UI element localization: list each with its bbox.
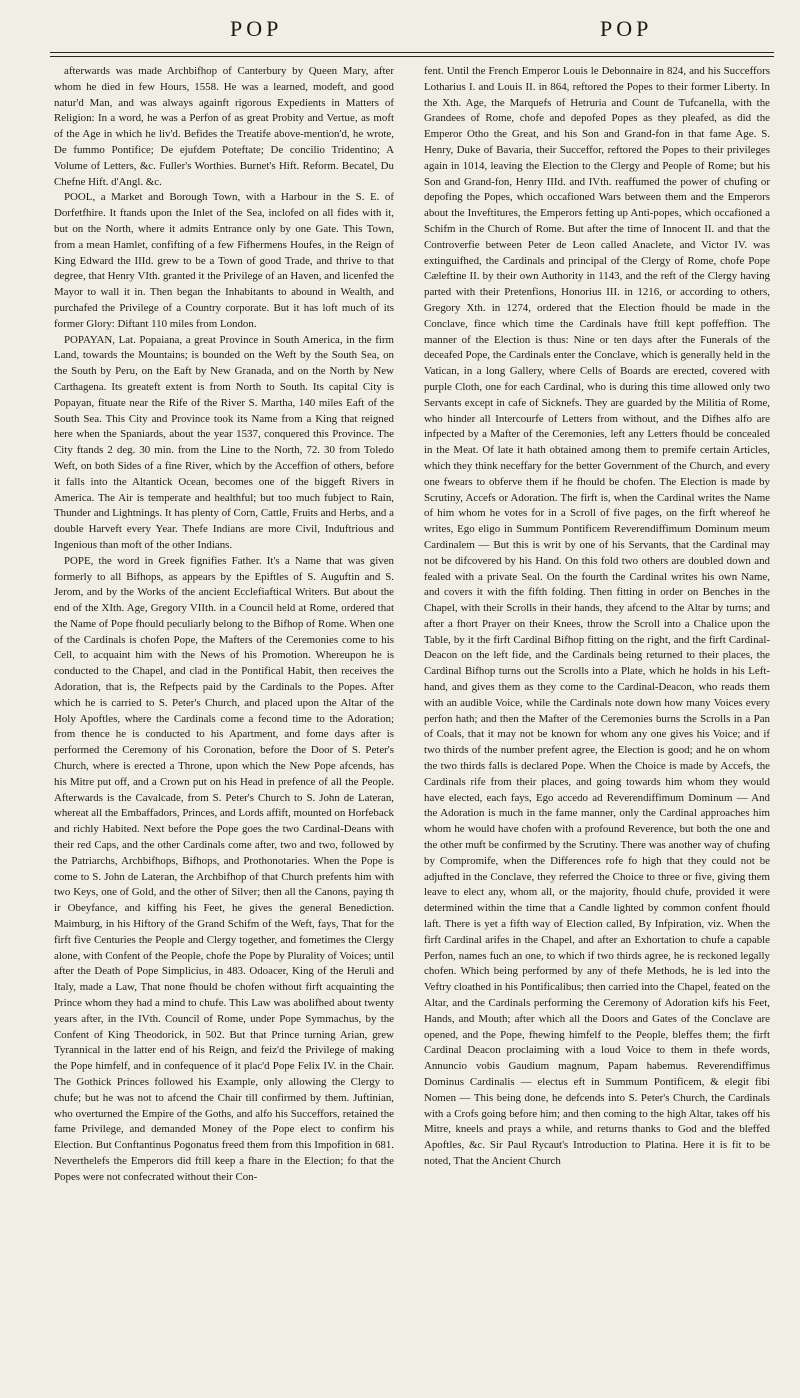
running-head	[0, 0, 800, 60]
entry-pool: POOL, a Market and Borough Town, with a Harbour in the S. E. of Dorfetfhire. It ftands upon the Inlet of the Sea, inclofed on all fides with it, but on the North, where it admits Entrance only by one Gate. This Town, from a mean Hamlet, confifting of a few Fifhermens Houfes, in the Reign of King Edward the IIId. grew to be a Town of good Trade, and thrive to that degree, that Henry VIth. granted it the Privilege of an Haven, and licenfed the Mayor to wall it in. Then began the Inhabitants to abound in Wealth, and purchafed the Privilege of a Country corporate. But it has loft much of its former Glory: Diftant 110 miles from London.	[54, 191, 394, 330]
entry-pope: POPE, the word in Greek fignifies Father. It's a Name that was given formerly to all Bifhops, as appears by the Epiftles of S. Auguftin and S. Jerom, and by the Works of the ancient Ecclefiaftical Writers. But about the end of the XIth. Age, Gregory VIIth. in a Council held at Rome, ordered that the Name of Pope fhould peculiarly belong to the Bifhop of Rome. When one of the Cardinals is chofen Pope, the Mafters of the Ceremonies come to his Cell, to acquaint him with the News of his Promotion. Whereupon he is conducted to the Chapel, and clad in the Pontifical Habit, then receives the Adoration, that is, the Refpects paid by the Cardinals to the Popes. After which he is carried to S. Peter's Church, and placed upon the Altar of the Holy Apoftles, where the Cardinals come a fecond time to the Adoration; from thence he is conducted to his Apartment, and fome days after is performed the Ceremony of his Coronation, before the Door of S. Peter's Church, where is erected a Throne, upon which the New Pope afcends, has his Mitre put off, and a Crown put on his Head in prefence of all the People. Afterwards is the Cavalcade, from S. Peter's Church to S. John de Lateran, whereat all the Embaffadors, Princes, and Lords affift, mounted on Horfeback and richly Habited. Next before the Pope goes the two Cardinal-Deans with their red Caps, and the other Cardinals come after, two and two, followed by the Patriarchs, Archbifhops, Bifhops, and Prothonotaries. When the Pope is come to S. John de Lateran, the Archbifhop of that Church prefents him with two Keys, one of Gold, and the other of Silver; then all the Canons, paying th ir Obeyfance, and kiffing his Feet, he gives the general Benediction. Maimburg, in his Hiftory of the Grand Schifm of the Weft, fays, That for the firft five Centuries the People and Clergy together, and fometimes the Clergy alone, with Confent of the People, chofe the Pope by Plurality of Voices; until after the Death of Pope Simplicius, in 483. Odoacer, King of the Heruli and Italy, made a Law, That none fhould be chofen without firft acquainting the Prince whom they had a mind to chufe. This Law was abolifhed about twenty years after, in the IVth. Council of Rome, under Pope Symmachus, by the Confent of King Theodorick, in 502. But that Prince turning Arian, grew Tyrannical in the latter end of his Reign, and feiz'd the Privilege of making the Pope himfelf, and in confequence of it plac'd Pope Felix IV. in the Chair. The Gothick Princes followed his Example, only allowing the Clergy to chufe; but he was not to afcend the Chair till confirmed by them. Juftinian, who overturned the Empire of the Goths, and alfo his Succeffors, retained the fame Privilege, and demanded Money of the Pope elect to confirm his Election. But Conftantinus Pogonatus freed them from this Impofition in 681. Neverthelefs the Emperors did ftill keep a fhare in the Election; fo that the Popes were not confecrated without their Con-	[54, 554, 394, 1183]
running-head-right: POP	[600, 16, 653, 41]
entry-popayan: POPAYAN, Lat. Popaiana, a great Province in South America, in the firm Land, towards the Mountains; is bounded on the Weft by the South Sea, on the South by Peru, on the Eaft by New Granada, and on the North by New Carthagena. Its greateft extent is from North to South. Its capital City is Popayan, fituate near the Rife of the River S. Martha, 140 miles Eaft of the South Sea. This City and Province took its Name from a King that reigned here when the Spaniards, about the year 1537, conquered this Province. The City ftands 2 deg. 30 min. from the Line to the North, 72. 30 from Toledo Weft, on both Sides of a fine River, which by the Acceffion of others, before it falls into the Altantick Ocean, becomes one of the biggeft Rivers in America. The Air is temperate and healthful; but too much fubject to Rain, Thunder and Lightnings. It has plenty of Corn, Cattle, Fruits and Herbs, and a double Harveft every Year. Thefe Indians are more Civil, Induftrious and Ingenious than moft of the other Indians.	[54, 333, 394, 551]
running-head-left: POP	[230, 16, 283, 41]
header-rule	[50, 52, 774, 53]
header-rule	[50, 56, 774, 57]
entry-paragraph: afterwards was made Archbifhop of Canterbury by Queen Mary, after whom he died in few Hours, 1558. He was a learned, modeft, and good natur'd Man, and was always againft rigorous Expedients in Matters of Religion: In a word, he was a Perfon of as great Probity and Vertue, as moft of the Age in which he liv'd. Befides the Treatife above-mention'd, he wrote, De fummo Pontifice; De ejufdem Poteftate; De concilio Tridentino; A Volume of Letters, &c. Fuller's Worthies. Burnet's Hift. Reform. Becatel, Du Chefne Hift. d'Angl. &c.	[54, 65, 394, 188]
right-column	[424, 64, 770, 1384]
left-column	[54, 64, 394, 1384]
entry-pope-continued: fent. Until the French Emperor Louis le Debonnaire in 824, and his Succeffors Lotharius I. and Louis II. in 864, reftored the Popes to their former Liberty. In the Xth. Age, the Marquefs of Hetruria and Count de Tufcanella, with the Grandees of Rome, chofe and depofed Popes as they pleafed, as did the Emperor Otho the Great, and his Son and Grand-fon in that fame Age. S. Henry, Duke of Bavaria, their Succeffor, reftored the Popes to their privileges again in 1014, leaving the Election to the Clergy and People of Rome; but his Son and Grand-fon, Henry IIId. and IVth. reaffumed the power of chufing or depofing the Popes, which occafioned Wars between them and the Emperors about the Inveftitures, the Emperors fetting up Anti-popes, which occafioned a Schifm in the Church of Rome. But after the time of Innocent II. and that the Controverfie between Peter de Leon called Anaclete, and Victor IV. was extinguifhed, the Cardinals and principal of the Clergy of Rome, chofe Pope Cæleftine II. by their own Authority in 1143, and the reft of the Clergy having parted with their Pretenfions, Honorius III. in 1216, or according to others, Gregory Xth. in 1274, ordered that the Election fhould be made in the Conclave, fince which time the Cardinals have ftill kept poffeffion. The manner of the Election is thus: Nine or ten days after the Funerals of the deceafed Pope, the Cardinals enter the Conclave, which is generally held in the Vatican, in a long Gallery, where Cells of Boards are erected, covered with purple Cloth, one for each Cardinal, who is during this time allowed only two Servants except in cafe of Sicknefs. They are guarded by the Militia of Rome, who hinder all Intercourfe of Letters from without, and the Difhes alfo are infpected by a Mafter of the Ceremonies, left any Letters fhould be concealed in the Meat. Of late it hath obtained among them to premife certain Articles, which they think neceffary for the better Government of the Church, and every one fwears to obferve them if he fhould be chofen. The Election is made by Scrutiny, Accefs or Adoration. The firft is, when the Cardinal writes the Name of him whom he votes for in a Scroll of five pages, on the firft whereof he writes, Ego eligo in Summum Pontificem Reverendiffimum Dominum meum Cardinalem — But this is writ by one of his Servants, that the Cardinal may not be difcovered by his Hand. On this fold two others are doubled down and fealed with a private Seal. On the fourth the Cardinal writes his own Name, and covers it with the fifth folding. Then fitting in order on Benches in the Chapel, with their Scrolls in their hands, they afcend to the Altar by turns; and after a fhort Prayer on their Knees, throw the Scroll into a Chalice upon the Table, by it the firft Cardinal Bifhop fitting on the right, and the firft Cardinal-Deacon on the left fide, and the Cardinals being returned to their places, the Cardinal Bifhop turns out the Scrolls into a Plate, which he holds in his Left-hand, and gives them as they come to the Cardinal-Deacon, who reads them with an audible Voice, while the Cardinals note down how many Voices every perfon hath; and then the Mafter of the Ceremonies burns the Scrolls in a Pan of Coals, that it may not be known for whom any one gives his Voice; and if two thirds of the number prefent agree, the Election is good; and he on whom the two thirds falls is declared Pope. When the Choice is made by Accefs, the Cardinals rife from their places, and going towards him whom they would have elected, each fays, Ego accedo ad Reverendiffimum Dominum — And the Adoration is much in the fame manner, only the Cardinal approaches him whom he would have chofen with a profound Reverence, but both the one and the other muft be confirmed by the Scrutiny. There was another way of chufing by Compromife, when the Differences rofe fo high that they could not be adjufted in the Conclave, they referred the Choice to three or five, giving them leave to elect any, whom all, or the majority, fhould chufe, provided it were determined within the time that a Candle lighted by common confent fhould laft. There is yet a fifth way of Election called, By Infpiration, viz. When the firft Cardinal arifes in the Chapel, and after an Exhortation to chufe a capable Perfon, names fuch an one, to which if two thirds agree, he is reckoned legally chofen. Which being performed by any of thefe Methods, he is led into the Veftry cloathed in his Pontificalibus; then carried into the Chapel, feated on the Altar, and the Cardinals performing the Ceremony of Adoration kifs his Feet, Hands, and Mouth; after which all the Doors and Gates of the Conclave are opened, and the Pope, fhewing himfelf to the People, bleffes them; the firft Cardinal Deacon proclaiming with a loud Voice to them in thefe words, Annuncio vobis Gaudium magnum, Papam habemus. Reverendiffimus Dominus Cardinalis — electus eft in Summum Pontificem, & elegit fibi Nomen — This being done, he defcends into S. Peter's Church, the Cardinals with a Crofs going before him; and then coming to the high Altar, takes off his Mitre, kneels and prays a while, and returns thanks to God and the bleffed Apoftles, &c. Sir Paul Rycaut's Introduction to Platina. Here it is fit to be noted, That the Ancient Church	[424, 65, 770, 1167]
